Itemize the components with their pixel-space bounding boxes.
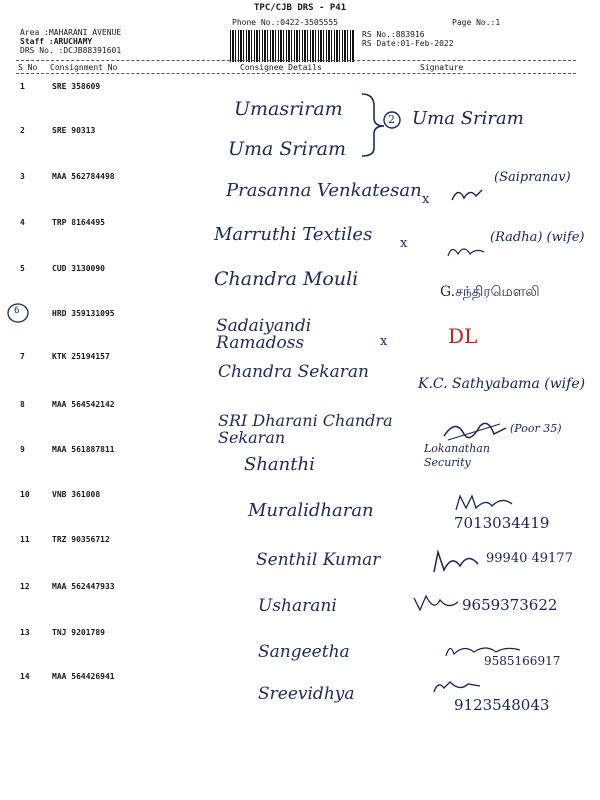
area-label: Area :MAHARANI AVENUE (20, 28, 122, 37)
consignee-name: Chandra Sekaran (218, 362, 369, 382)
row-number: 9 (20, 445, 25, 454)
consignment-number: MAA 564542142 (52, 400, 115, 409)
consignment-number: SRE 358609 (52, 82, 101, 91)
consignment-number: MAA 562447933 (52, 582, 115, 591)
row-number: 14 (20, 672, 30, 681)
x-mark: x (422, 192, 430, 207)
row-number: 12 (20, 582, 30, 591)
row-number: 11 (20, 535, 30, 544)
signature-scribble (430, 548, 486, 578)
signature: Uma Sriram (412, 108, 524, 129)
signature: (Saipranav) (494, 170, 571, 185)
header-divider (16, 60, 576, 61)
col-sno: S No (18, 63, 38, 72)
consignee-name: Senthil Kumar (256, 550, 381, 570)
consignment-number: MAA 561887811 (52, 445, 115, 454)
row-number: 7 (20, 352, 25, 361)
signature: (Radha) (wife) (490, 230, 585, 245)
row-number: 4 (20, 218, 25, 227)
signature: Lokanathan Security (424, 442, 490, 469)
consignment-number: TNJ 9201789 (52, 628, 105, 637)
signature: 7013034419 (454, 514, 550, 532)
consignee-name: Prasanna Venkatesan (226, 180, 422, 201)
col-signature: Signature (420, 63, 464, 72)
signature-scribble (440, 640, 530, 660)
col-consignee: Consignee Details (240, 63, 322, 72)
rs-date: RS Date:01-Feb-2022 (362, 39, 454, 48)
circled-two: 2 (388, 113, 395, 126)
consignment-number: VNB 361008 (52, 490, 101, 499)
consignee-name: Umasriram (234, 98, 343, 120)
consignee-name: Usharani (258, 596, 337, 616)
consignee-name: Shanthi (244, 454, 315, 475)
page-number: Page No.:1 (452, 18, 501, 27)
row-number: 10 (20, 490, 30, 499)
consignee-name: Muralidharan (248, 500, 374, 521)
columns-divider (16, 73, 576, 74)
consignee-name: Chandra Mouli (214, 268, 359, 290)
row-number: 8 (20, 400, 25, 409)
row-number: 13 (20, 628, 30, 637)
consignment-number: MAA 562784498 (52, 172, 115, 181)
consignment-number: TRP 8164495 (52, 218, 105, 227)
x-mark: x (400, 236, 408, 251)
consignee-name: Sangeetha (258, 642, 350, 662)
signature-scribble (430, 676, 490, 698)
signature: 99940 49177 (486, 551, 573, 566)
consignment-number: TRZ 90356712 (52, 535, 110, 544)
signature: 9659373622 (462, 596, 558, 614)
signature-scribble (410, 592, 462, 616)
signature: K.C. Sathyabama (wife) (418, 376, 586, 392)
circled-row-number: 6 (14, 306, 20, 316)
consignment-number: KTK 25194157 (52, 352, 110, 361)
signature: G.சந்திரமௌலி (440, 284, 540, 300)
signature: 9123548043 (454, 696, 550, 714)
consignment-number: HRD 359131095 (52, 309, 115, 318)
signature-scribble (452, 492, 522, 514)
row-number: 5 (20, 264, 25, 273)
consignee-name: SRI Dharani Chandra Sekaran (218, 411, 393, 447)
report-title: TPC/CJB DRS - P41 (254, 3, 347, 13)
phone-number: Phone No.:0422-3505555 (232, 18, 338, 27)
signature-scribble (448, 182, 488, 206)
consignee-name: Uma Sriram (228, 138, 346, 160)
signature: 9585166917 (484, 654, 561, 668)
staff-label: Staff :ARUCHAMY (20, 37, 93, 46)
row-number: 3 (20, 172, 25, 181)
consignee-name: Sreevidhya (258, 684, 355, 704)
col-consignment: Consignment No (50, 63, 118, 72)
consignment-number: CUD 3130090 (52, 264, 105, 273)
signature-scribble (444, 240, 488, 262)
rs-number: RS No.:883916 (362, 30, 425, 39)
consignment-number: MAA 564426941 (52, 672, 115, 681)
consignee-name: Sadaiyandi Ramadoss (216, 316, 312, 353)
consignee-name: Marruthi Textiles (214, 224, 373, 245)
signature: (Poor 35) (510, 422, 562, 435)
x-mark: x (380, 334, 388, 349)
row-number: 1 (20, 82, 25, 91)
signature: DL (448, 324, 478, 348)
consignment-number: SRE 90313 (52, 126, 96, 135)
barcode-image (230, 30, 354, 62)
row-number: 2 (20, 126, 25, 135)
drs-number: DRS No. :DCJB88391601 (20, 46, 122, 55)
